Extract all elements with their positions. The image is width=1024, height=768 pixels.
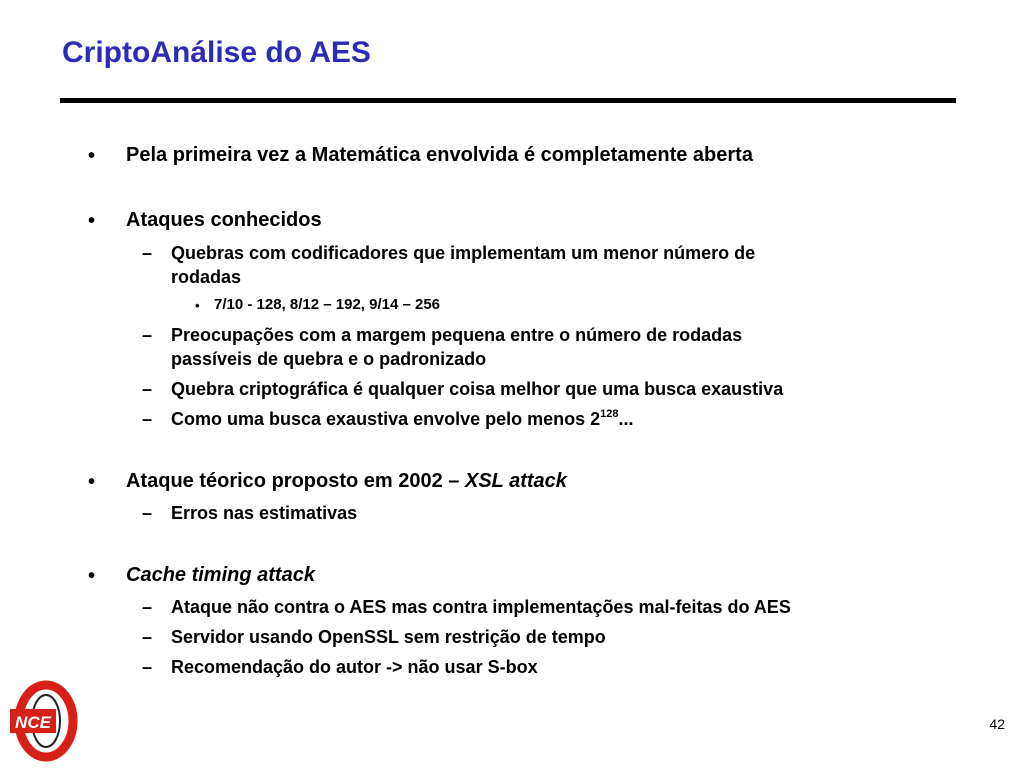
sub-bullet-text	[171, 409, 634, 430]
sub-sub-bullet-text: 7/10 - 128, 8/12 – 192, 9/14 – 256	[214, 296, 441, 313]
exponent: 128	[600, 408, 619, 420]
sub-bullet-text: Preocupações com a margem pequena entre o número de rodadas	[171, 325, 743, 345]
dash-marker: –	[142, 657, 153, 677]
bullet-text	[126, 470, 567, 493]
ellipsis: ...	[618, 409, 634, 429]
bullet-marker: •	[88, 565, 96, 587]
bullet-marker: •	[88, 210, 96, 232]
sub-bullet-text-continued: rodadas	[171, 267, 242, 287]
logo-text: NCE	[15, 713, 51, 732]
bullet-text: Ataques conhecidos	[126, 209, 322, 231]
bullet-text-italic: XSL attack	[464, 470, 567, 492]
bullet-text-part: Ataque téorico proposto em 2002 –	[126, 470, 465, 492]
dash-marker: –	[142, 379, 153, 399]
sub-bullet-text-part: Como uma busca exaustiva envolve pelo menos 2	[171, 409, 601, 429]
sub-bullet-text: Servidor usando OpenSSL sem restrição de tempo	[171, 627, 606, 647]
slide-title: CriptoAnálise do AES	[62, 36, 371, 69]
sub-bullet-text: Ataque não contra o AES mas contra implementações mal-feitas do AES	[171, 597, 791, 617]
bullet-marker: •	[195, 298, 200, 313]
sub-bullet-text-continued: passíveis de quebra e o padronizado	[171, 349, 487, 369]
page-number: 42	[989, 716, 1005, 732]
nce-logo	[6, 680, 78, 762]
dash-marker: –	[142, 503, 153, 523]
sub-bullet-text: Quebras com codificadores que implementam um menor número de	[171, 243, 756, 263]
dash-marker: –	[142, 409, 153, 429]
sub-bullet-text: Recomendação do autor -> não usar S-box	[171, 657, 538, 677]
dash-marker: –	[142, 325, 153, 345]
dash-marker: –	[142, 243, 153, 263]
bullet-marker: •	[88, 145, 96, 167]
dash-marker: –	[142, 627, 153, 647]
bullet-text: Cache timing attack	[126, 564, 315, 586]
title-divider	[60, 98, 956, 103]
sub-bullet-text: Erros nas estimativas	[171, 503, 358, 523]
bullet-marker: •	[88, 471, 96, 493]
sub-bullet-text: Quebra criptográfica é qualquer coisa melhor que uma busca exaustiva	[171, 379, 784, 399]
dash-marker: –	[142, 597, 153, 617]
bullet-text: Pela primeira vez a Matemática envolvida é completamente aberta	[126, 144, 753, 166]
